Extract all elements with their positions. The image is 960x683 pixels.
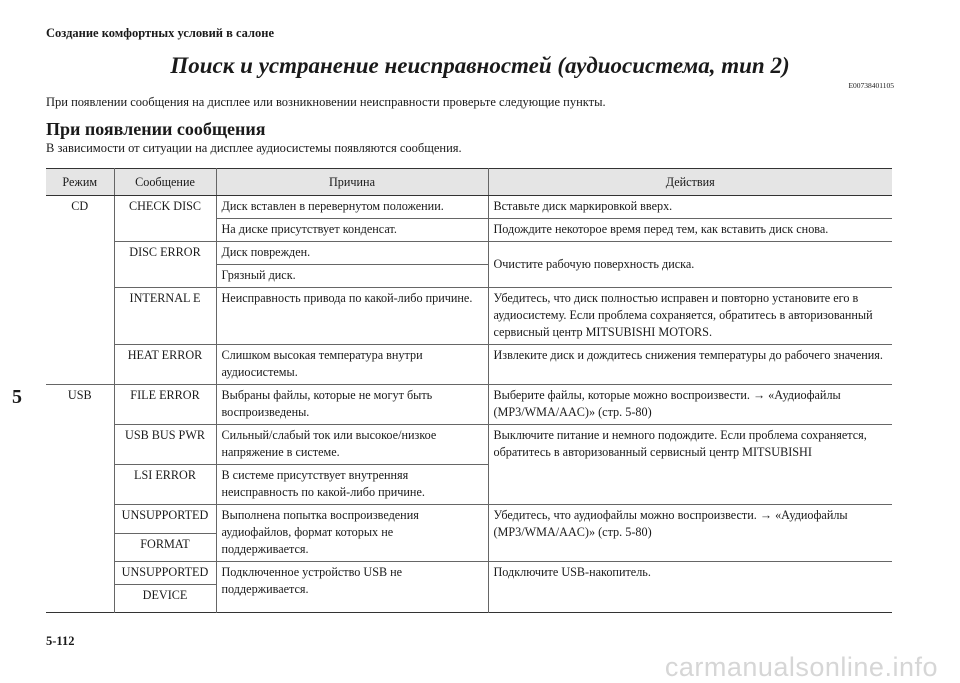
cause-cell: Выбраны файлы, которые не могут быть воспроизведены. — [216, 385, 488, 425]
cause-cell: Диск поврежден. — [216, 242, 488, 265]
message-cell: DISC ERROR — [114, 242, 216, 288]
message-cell: HEAT ERROR — [114, 345, 216, 385]
table-row — [46, 196, 892, 219]
action-cell: Очистите рабочую поверхность диска. — [488, 242, 892, 288]
document-code: E00738401105 — [848, 81, 894, 90]
section-heading: При появлении сообщения — [46, 119, 266, 139]
cause-cell: В системе присутствует внутренняя неисправность по какой-либо причине. — [216, 465, 488, 505]
section-subtext: В зависимости от ситуации на дисплее аудиосистемы появляются сообщения. — [46, 141, 462, 155]
cause-cell: Выполнена попытка воспроизведения аудиофайлов, формат которых не поддерживается. — [216, 505, 488, 562]
cause-cell: Грязный диск. — [216, 265, 488, 288]
message-cell: DEVICE — [114, 585, 216, 613]
action-cell: Выберите файлы, которые можно воспроизвести. → «Аудиофайлы (MP3/WMA/AAC)» (стр. 5-80) — [488, 385, 892, 425]
action-cell: Подождите некоторое время перед тем, как вставить диск снова. — [488, 219, 892, 242]
message-cell: UNSUPPORTED — [114, 505, 216, 534]
table-header-row — [46, 169, 892, 196]
column-header-mode: Режим — [46, 169, 114, 196]
action-cell: Убедитесь, что аудиофайлы можно воспроизвести. → «Аудиофайлы (MP3/WMA/AAC)» (стр. 5-80) — [488, 505, 892, 562]
message-cell: UNSUPPORTED — [114, 562, 216, 585]
table-row — [46, 505, 892, 534]
cause-cell: Слишком высокая температура внутри аудиосистемы. — [216, 345, 488, 385]
message-cell: FILE ERROR — [114, 385, 216, 425]
cause-cell: Подключенное устройство USB не поддерживается. — [216, 562, 488, 613]
message-cell: FORMAT — [114, 533, 216, 562]
table-row — [46, 345, 892, 385]
intro-text: При появлении сообщения на дисплее или возникновении неисправности проверьте следующие пункты. — [46, 95, 606, 109]
action-cell: Убедитесь, что диск полностью исправен и повторно установите его в аудиосистему. Если проблема сохраняется, обратитесь в авторизованный сервисный центр MITSUBISHI MOTORS. — [488, 288, 892, 345]
cause-cell: На диске присутствует конденсат. — [216, 219, 488, 242]
action-cell: Выключите питание и немного подождите. Если проблема сохраняется, обратитесь в авторизованный сервисный центр MITSUBISHI — [488, 425, 892, 505]
action-cell: Вставьте диск маркировкой вверх. — [488, 196, 892, 219]
message-cell: USB BUS PWR — [114, 425, 216, 465]
message-cell: CHECK DISC — [114, 196, 216, 242]
table-row — [46, 425, 892, 465]
messages-table — [46, 168, 892, 613]
cause-cell: Диск вставлен в перевернутом положении. — [216, 196, 488, 219]
watermark: carmanualsonline.info — [664, 652, 938, 682]
table-row — [46, 385, 892, 425]
page-title: Поиск и устранение неисправностей (аудиосистема, тип 2) — [170, 53, 790, 78]
mode-cell: USB — [46, 385, 114, 613]
table-row — [46, 288, 892, 345]
cause-cell: Сильный/слабый ток или высокое/низкое напряжение в системе. — [216, 425, 488, 465]
message-cell: LSI ERROR — [114, 465, 216, 505]
action-cell: Подключите USB-накопитель. — [488, 562, 892, 613]
column-header-cause: Причина — [216, 169, 488, 196]
cause-cell: Неисправность привода по какой-либо причине. — [216, 288, 488, 345]
action-cell: Извлеките диск и дождитесь снижения температуры до рабочего значения. — [488, 345, 892, 385]
column-header-message: Сообщение — [114, 169, 216, 196]
message-cell: INTERNAL E — [114, 288, 216, 345]
mode-cell: CD — [71, 199, 89, 213]
running-header: Создание комфортных условий в салоне — [46, 26, 275, 40]
table-row — [46, 242, 892, 265]
column-header-action: Действия — [488, 169, 892, 196]
chapter-tab: 5 — [12, 385, 22, 408]
page-number: 5-112 — [46, 634, 75, 648]
table-row — [46, 562, 892, 585]
